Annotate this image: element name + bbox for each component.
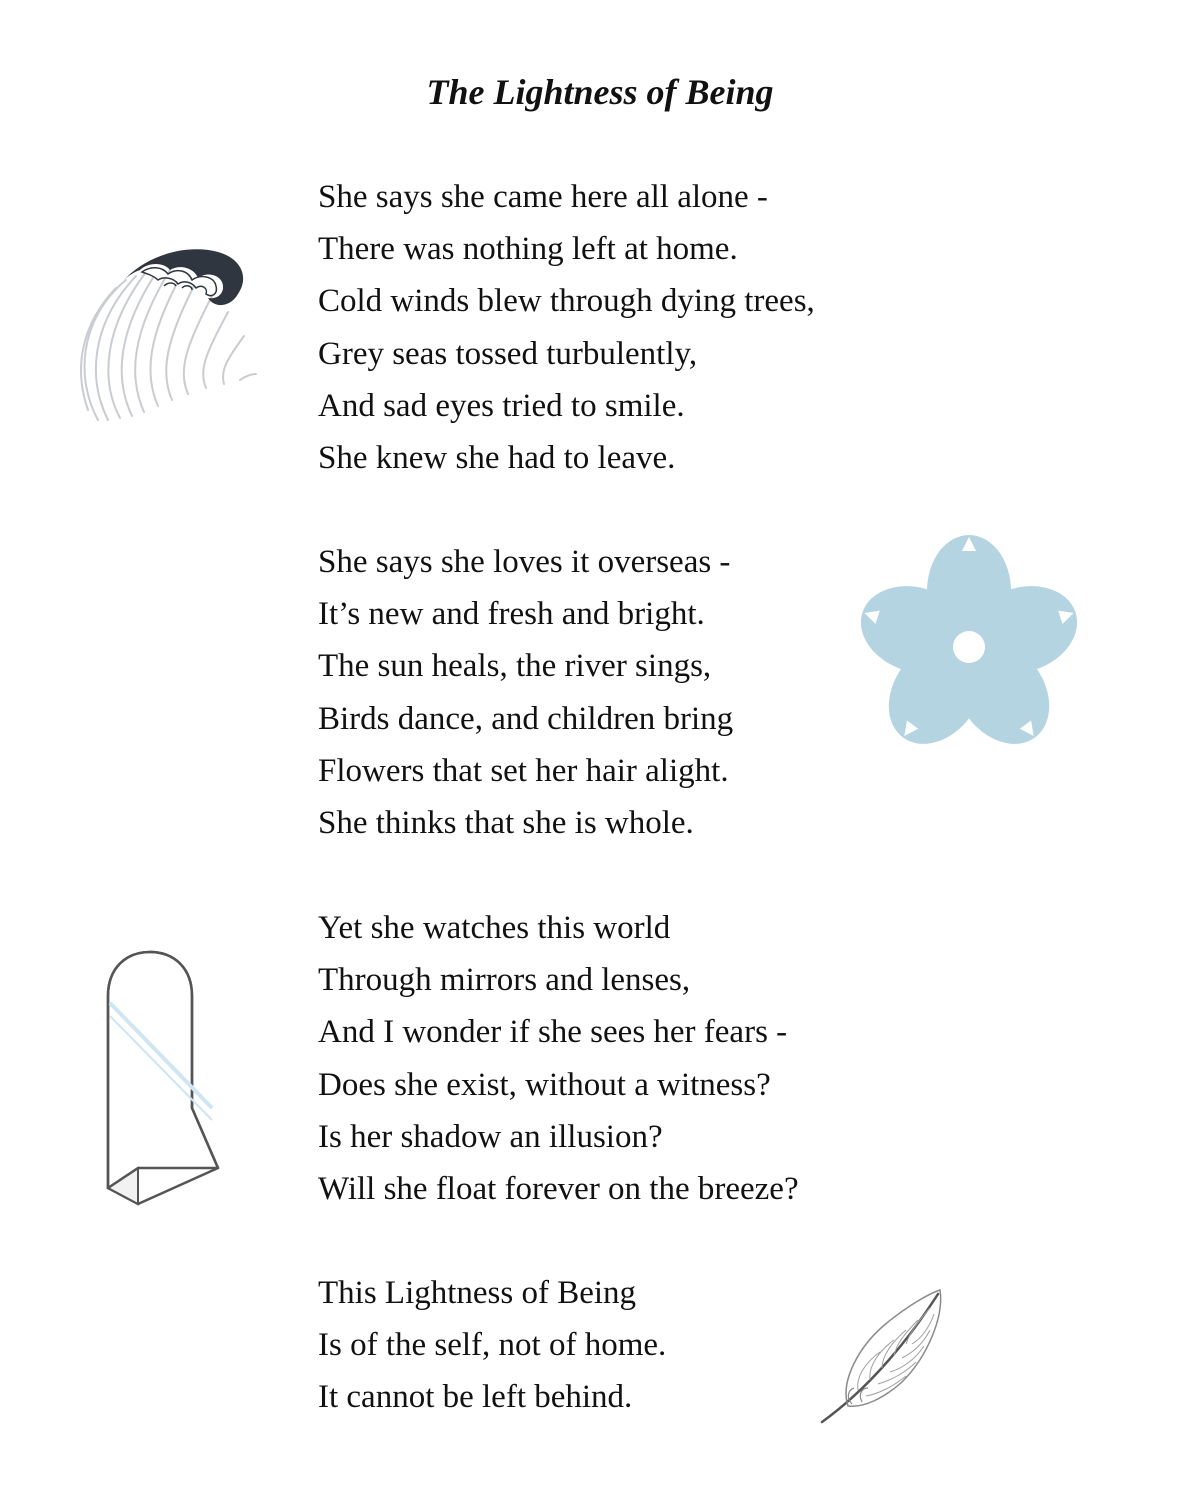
poem-line: And sad eyes tried to smile. <box>318 387 685 424</box>
poem-line: Through mirrors and lenses, <box>318 962 691 999</box>
wave-icon <box>68 240 258 425</box>
flower-icon <box>852 535 1087 750</box>
poem-line: She says she loves it overseas - <box>318 544 731 580</box>
poem-line: Flowers that set her hair alight. <box>318 752 729 789</box>
mirror-icon <box>100 948 230 1210</box>
stanza-3 <box>318 902 958 1215</box>
stanza-1 <box>318 171 958 484</box>
poem-line: There was nothing left at home. <box>318 231 738 268</box>
poem-line: Is of the self, not of home. <box>318 1327 667 1364</box>
poem-line: This Lightness of Being <box>318 1275 637 1311</box>
poem-line: Cold winds blew through dying trees, <box>318 283 815 320</box>
poem-line: Does she exist, without a witness? <box>318 1066 771 1103</box>
poem-line: It’s new and fresh and bright. <box>318 596 705 633</box>
poem-title: The Lightness of Being <box>426 72 774 112</box>
poem-line: Birds dance, and children bring <box>318 700 734 737</box>
poem-line: She knew she had to leave. <box>318 440 676 477</box>
poem-line: The sun heals, the river sings, <box>318 648 712 685</box>
poem-line: It cannot be left behind. <box>318 1379 633 1416</box>
poem-line: She says she came here all alone - <box>318 179 768 215</box>
poem-line: Grey seas tossed turbulently, <box>318 335 698 372</box>
poem-line: And I wonder if she sees her fears - <box>318 1014 788 1051</box>
poem-line: Will she float forever on the breeze? <box>318 1171 799 1208</box>
poem-line: Is her shadow an illusion? <box>318 1118 663 1155</box>
poem-line: Yet she watches this world <box>318 910 671 946</box>
feather-icon <box>818 1286 948 1426</box>
poem-line: She thinks that she is whole. <box>318 805 694 842</box>
